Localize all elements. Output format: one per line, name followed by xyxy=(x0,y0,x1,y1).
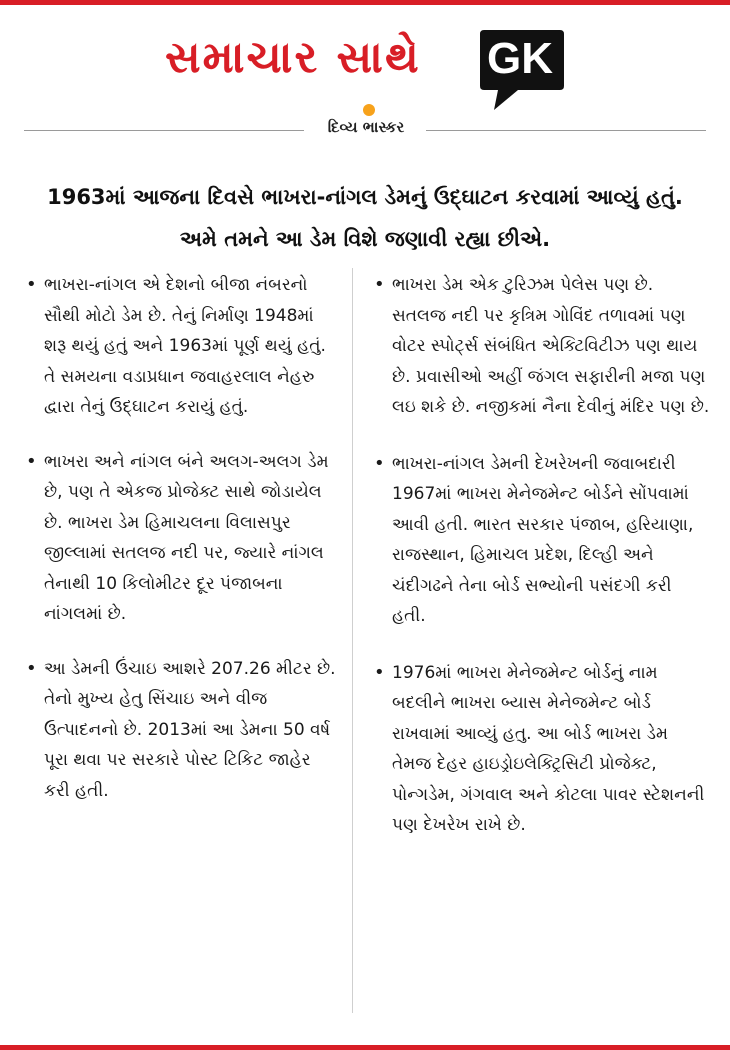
bullet-icon: • xyxy=(26,274,37,295)
list-item-text: આ ડેમની ઉંચાઇ આશરે 207.26 મીટર છે. તેનો મુખ્ય હેતુ સિંચાઇ અને વીજ ઉત્પાદનનો છે. 2013માં આ ડેમના 50 વર્ષ પૂરા થવા પર સરકારે પોસ્ટ ટિકિટ જાહેર કરી હતી. xyxy=(44,658,336,801)
intro-heading: 1963માં આજના દિવસે ભાખરા-નાંગલ ડેમનું ઉદ્ઘાટન કરવામાં આવ્યું હતું. અમે તમને આ ડેમ વિશે જણાવી રહ્યા છીએ. xyxy=(47,185,683,251)
left-column xyxy=(22,270,340,830)
list-item xyxy=(22,447,340,630)
list-item xyxy=(370,270,710,423)
list-item xyxy=(370,658,710,841)
list-item-text: 1976માં ભાખરા મેનેજમેન્ટ બોર્ડનું નામ બદલીને ભાખરા બ્યાસ મેનેજમેન્ટ બોર્ડ રાખવામાં આવ્યું હતુ. આ બોર્ડ ભાખરા ડેમ તેમજ દેહર હાઇડ્રોઇલેક્ટ્રિસિટી પ્રોજેક્ટ, પોન્ગડેમ, ગંગવાલ અને કોટલા પાવર સ્ટેશનની પણ દેખરેખ રાખે છે. xyxy=(392,662,705,835)
top-accent-bar xyxy=(0,0,730,5)
list-item-text: ભાખરા-નાંગલ એ દેશનો બીજા નંબરનો સૌથી મોટો ડેમ છે. તેનું નિર્માણ 1948માં શરૂ થયું હતું અને 1963માં પૂર્ણ થયું હતું. તે સમયના વડાપ્રધાન જવાહરલાલ નેહરુ દ્વારા તેનું ઉદ્ઘાટન કરાયું હતું. xyxy=(44,275,326,417)
list-item-text: ભાખરા અને નાંગલ બંને અલગ-અલગ ડેમ છે, પણ તે એકજ પ્રોજેક્ટ સાથે જોડાયેલ છે. ભાખરા ડેમ હિમાચલના વિલાસપુર જીલ્લામાં સતલજ નદી પર, જ્યારે નાંગલ તેનાથી 10 કિલોમીટર દૂર પંજાબના નાંગલમાં છે. xyxy=(44,451,329,624)
bullet-icon: • xyxy=(374,661,385,683)
list-item xyxy=(22,270,340,423)
list-item-text: ભાખરા ડેમ એક ટુરિઝમ પેલેસ પણ છે. સતલજ નદી પર કૃત્રિમ ગોવિંદ તળાવમાં પણ વોટર સ્પોર્ટ્સ સંબંધિત એક્ટિવિટીઝ પણ થાય છે. પ્રવાસીઓ અહીં જંગલ સફારીની મજા પણ લઇ શકે છે. નજીકમાં નૈના દેવીનું મંદિર પણ છે. xyxy=(392,275,710,417)
column-divider xyxy=(352,268,353,1013)
sun-dot-icon xyxy=(362,103,376,117)
brand-logo: દિવ્ય ભાસ્કર xyxy=(327,118,405,136)
page-title: સમાચાર સાથે xyxy=(165,32,421,83)
bullet-icon: • xyxy=(374,452,385,474)
brand-divider-left xyxy=(24,130,304,131)
list-item-text: ભાખરા-નાંગલ ડેમની દેખરેખની જવાબદારી 1967માં ભાખરા મેનેજમેન્ટ બોર્ડને સોંપવામાં આવી હતી. ભારત સરકાર પંજાબ, હરિયાણા, રાજસ્થાન, હિમાચલ પ્રદેશ, દિલ્હી અને ચંદીગઢને તેના બોર્ડ સભ્યોની પસંદગી કરી હતી. xyxy=(392,453,694,626)
list-item xyxy=(370,449,710,632)
brand-divider-right xyxy=(426,130,706,131)
bullet-icon: • xyxy=(26,657,37,679)
bullet-icon: • xyxy=(374,274,385,295)
right-column xyxy=(370,270,710,867)
list-item xyxy=(22,654,340,807)
gk-badge-label: GK xyxy=(487,34,553,83)
bullet-icon: • xyxy=(26,450,37,472)
bottom-accent-bar xyxy=(0,1045,730,1050)
